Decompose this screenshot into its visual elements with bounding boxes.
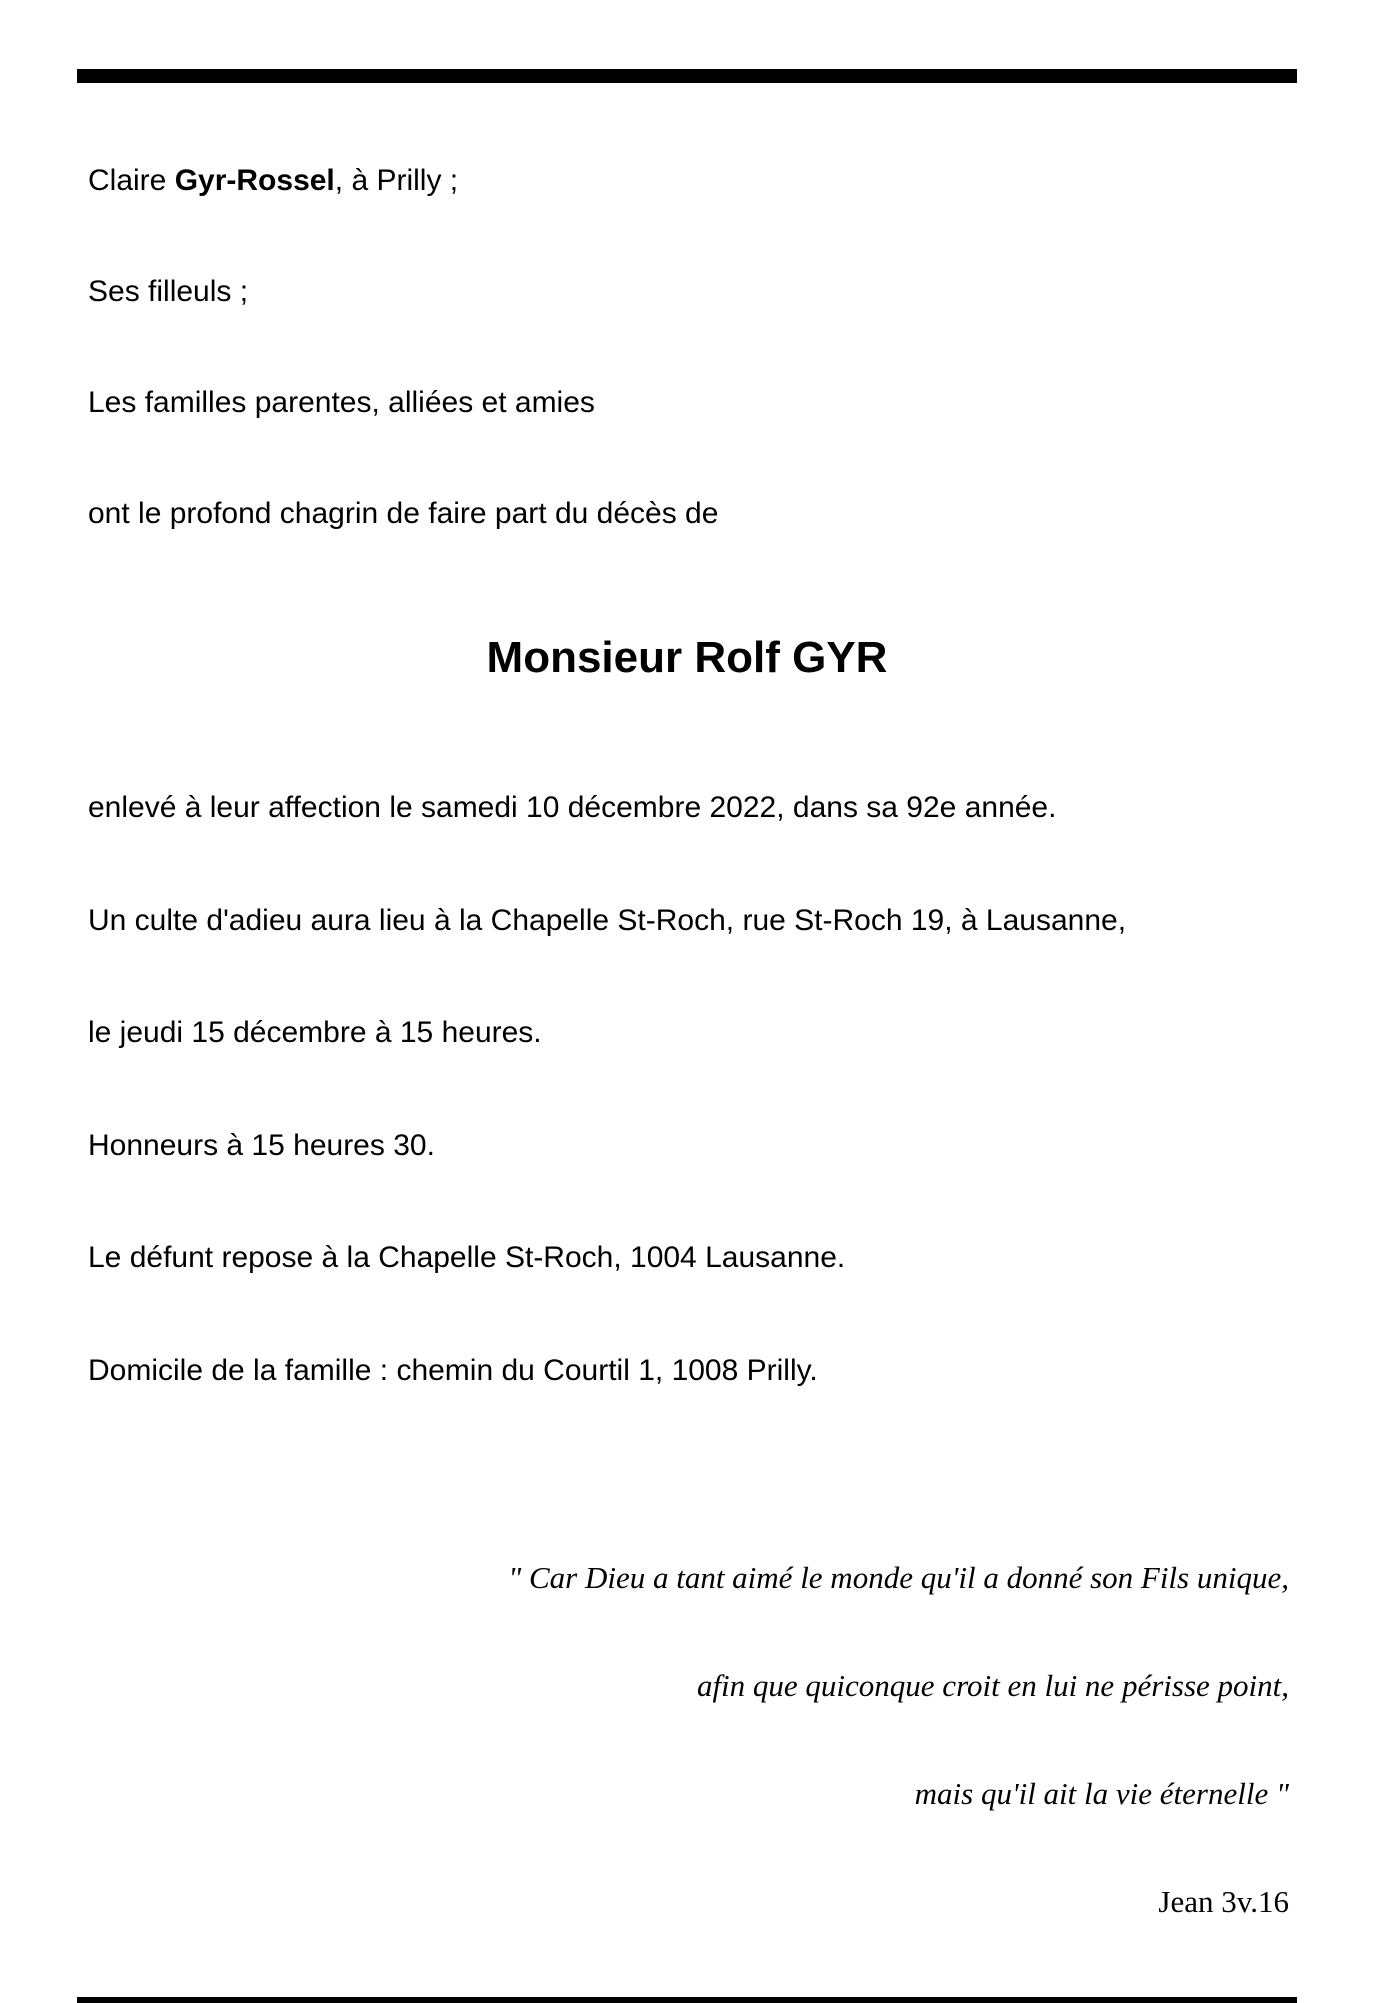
details-line-service-time: le jeudi 15 décembre à 15 heures.	[88, 1016, 542, 1049]
intro-line-4: ont le profond chagrin de faire part du décès de	[88, 497, 719, 530]
family-intro	[77, 88, 1297, 606]
intro-line-3: Les familles parentes, alliées et amies	[88, 386, 595, 419]
verse-line-1: " Car Dieu a tant aimé le monde qu'il a donné son Fils unique,	[508, 1560, 1289, 1595]
obituary-content	[77, 0, 1297, 2003]
details-line-honneurs: Honneurs à 15 heures 30.	[88, 1128, 435, 1162]
bottom-rule	[77, 1997, 1297, 2003]
intro-line-1-prefix: Claire	[88, 164, 175, 197]
top-rule	[77, 69, 1297, 83]
funeral-details	[77, 714, 1297, 1464]
intro-line-1	[88, 162, 1297, 199]
verse-attribution: Jean 3v.16	[1158, 1884, 1289, 1919]
verse-line-2: afin que quiconque croit en lui ne périsse point,	[696, 1668, 1289, 1703]
details-line-death: enlevé à leur affection le samedi 10 décembre 2022, dans sa 92e année.	[88, 791, 1057, 824]
surviving-family-name: Gyr-Rossel	[174, 164, 335, 197]
intro-line-2: Ses filleuls ;	[88, 275, 249, 308]
details-line-domicile: Domicile de la famille : chemin du Courtil 1, 1008 Prilly.	[88, 1353, 818, 1387]
details-line-service-place: Un culte d'adieu aura lieu à la Chapelle St-Roch, rue St-Roch 19, à Lausanne,	[88, 903, 1127, 937]
details-line-repose: Le défunt repose à la Chapelle St-Roch, 1004 Lausanne.	[88, 1241, 846, 1274]
bible-verse	[77, 1488, 1297, 1992]
intro-line-1-suffix: , à Prilly ;	[334, 164, 459, 197]
deceased-name: Monsieur Rolf GYR	[486, 633, 888, 682]
verse-line-3: mais qu'il ait la vie éternelle "	[914, 1776, 1289, 1811]
